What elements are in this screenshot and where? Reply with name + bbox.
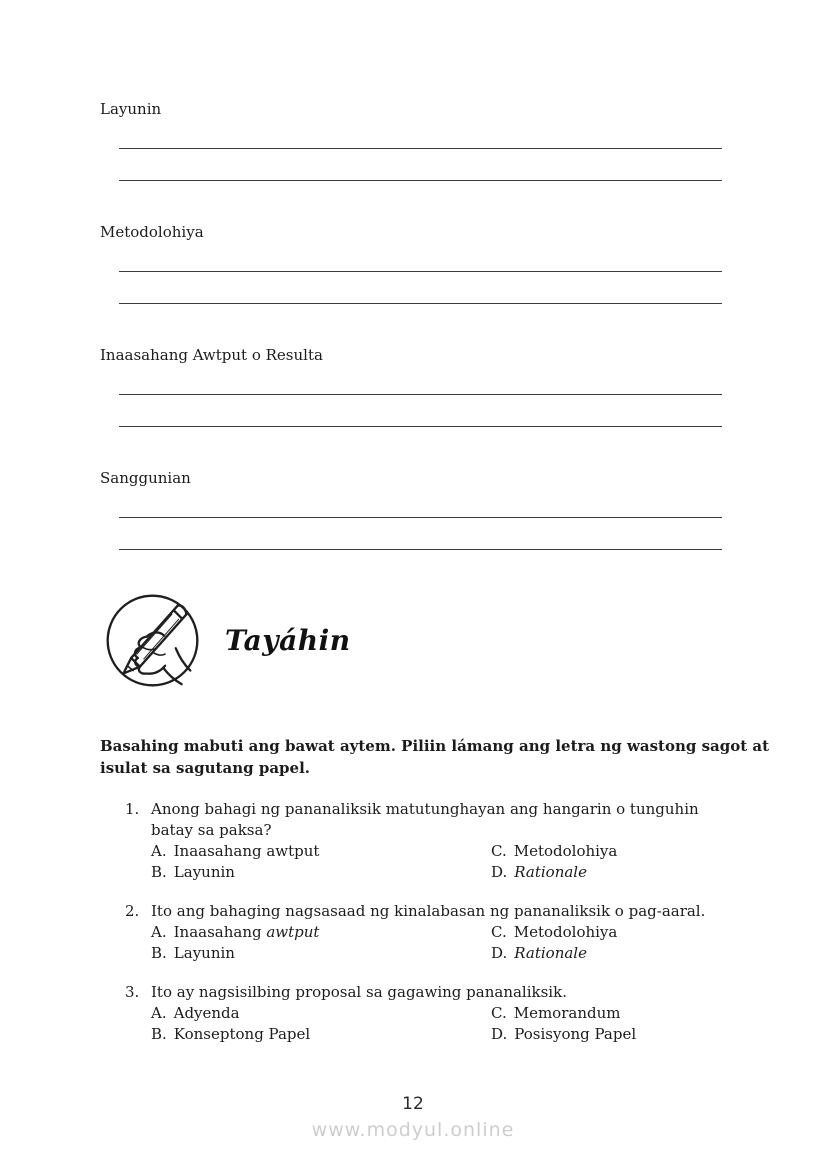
answer-line [119,242,722,272]
question-text: Ito ay nagsisilbing proposal sa gagawing pananaliksik. [151,983,567,1001]
question-options [151,1003,726,1045]
instruction-line: Basahing mabuti ang bawat aytem. Piliin lámang ang letra ng wastong sagot at [100,737,770,755]
option-c: C. Metodolohiya [491,842,618,860]
watermark: www.modyul.online [311,1119,515,1141]
option-c: C. Memorandum [491,1004,621,1022]
option-b: B. Konseptong Papel [151,1025,311,1043]
question-number: 3. [125,983,140,1001]
option-d: D. Rationale [491,863,587,881]
section-sanggunian [100,469,726,550]
activity-instruction [100,735,770,779]
answer-line [119,149,722,181]
answer-line [119,119,722,149]
page-number: 12 [402,1094,424,1114]
section-label: Layunin [100,100,162,118]
section-inaasahang-awtput [100,346,726,427]
question-3 [125,982,726,1045]
answer-line [119,488,722,518]
question-1 [125,799,726,883]
activity-header [104,592,726,689]
option-b: B. Layunin [151,944,235,962]
option-a: A. Inaasahang awtput [151,842,320,860]
question-text: batay sa paksa? [151,821,272,839]
question-text: Ito ang bahaging nagsasaad ng kinalabasan ng pananaliksik o pag-aaral. [151,902,706,920]
section-label: Metodolohiya [100,223,204,241]
section-label: Inaasahang Awtput o Resulta [100,346,323,364]
option-d: D. Rationale [491,944,587,962]
writing-hand-icon [104,592,201,689]
instruction-line: isulat sa sagutang papel. [100,759,310,777]
option-c: C. Metodolohiya [491,923,618,941]
question-options [151,922,726,964]
answer-line [119,365,722,395]
option-a: A. Adyenda [151,1004,240,1022]
option-a: A. Inaasahang awtput [151,923,320,941]
question-number: 1. [125,800,140,818]
section-metodolohiya [100,223,726,304]
activity-title: Tayáhin [225,624,351,657]
answer-line [119,272,722,304]
question-number: 2. [125,902,140,920]
option-b: B. Layunin [151,863,235,881]
question-2 [125,901,726,964]
question-options [151,841,726,883]
option-d: D. Posisyong Papel [491,1025,637,1043]
section-layunin [100,100,726,181]
question-text: Anong bahagi ng pananaliksik matutunghayan ang hangarin o tunguhin [151,800,699,818]
answer-line [119,518,722,550]
question-list [100,799,726,1045]
section-label: Sanggunian [100,469,191,487]
answer-line [119,395,722,427]
